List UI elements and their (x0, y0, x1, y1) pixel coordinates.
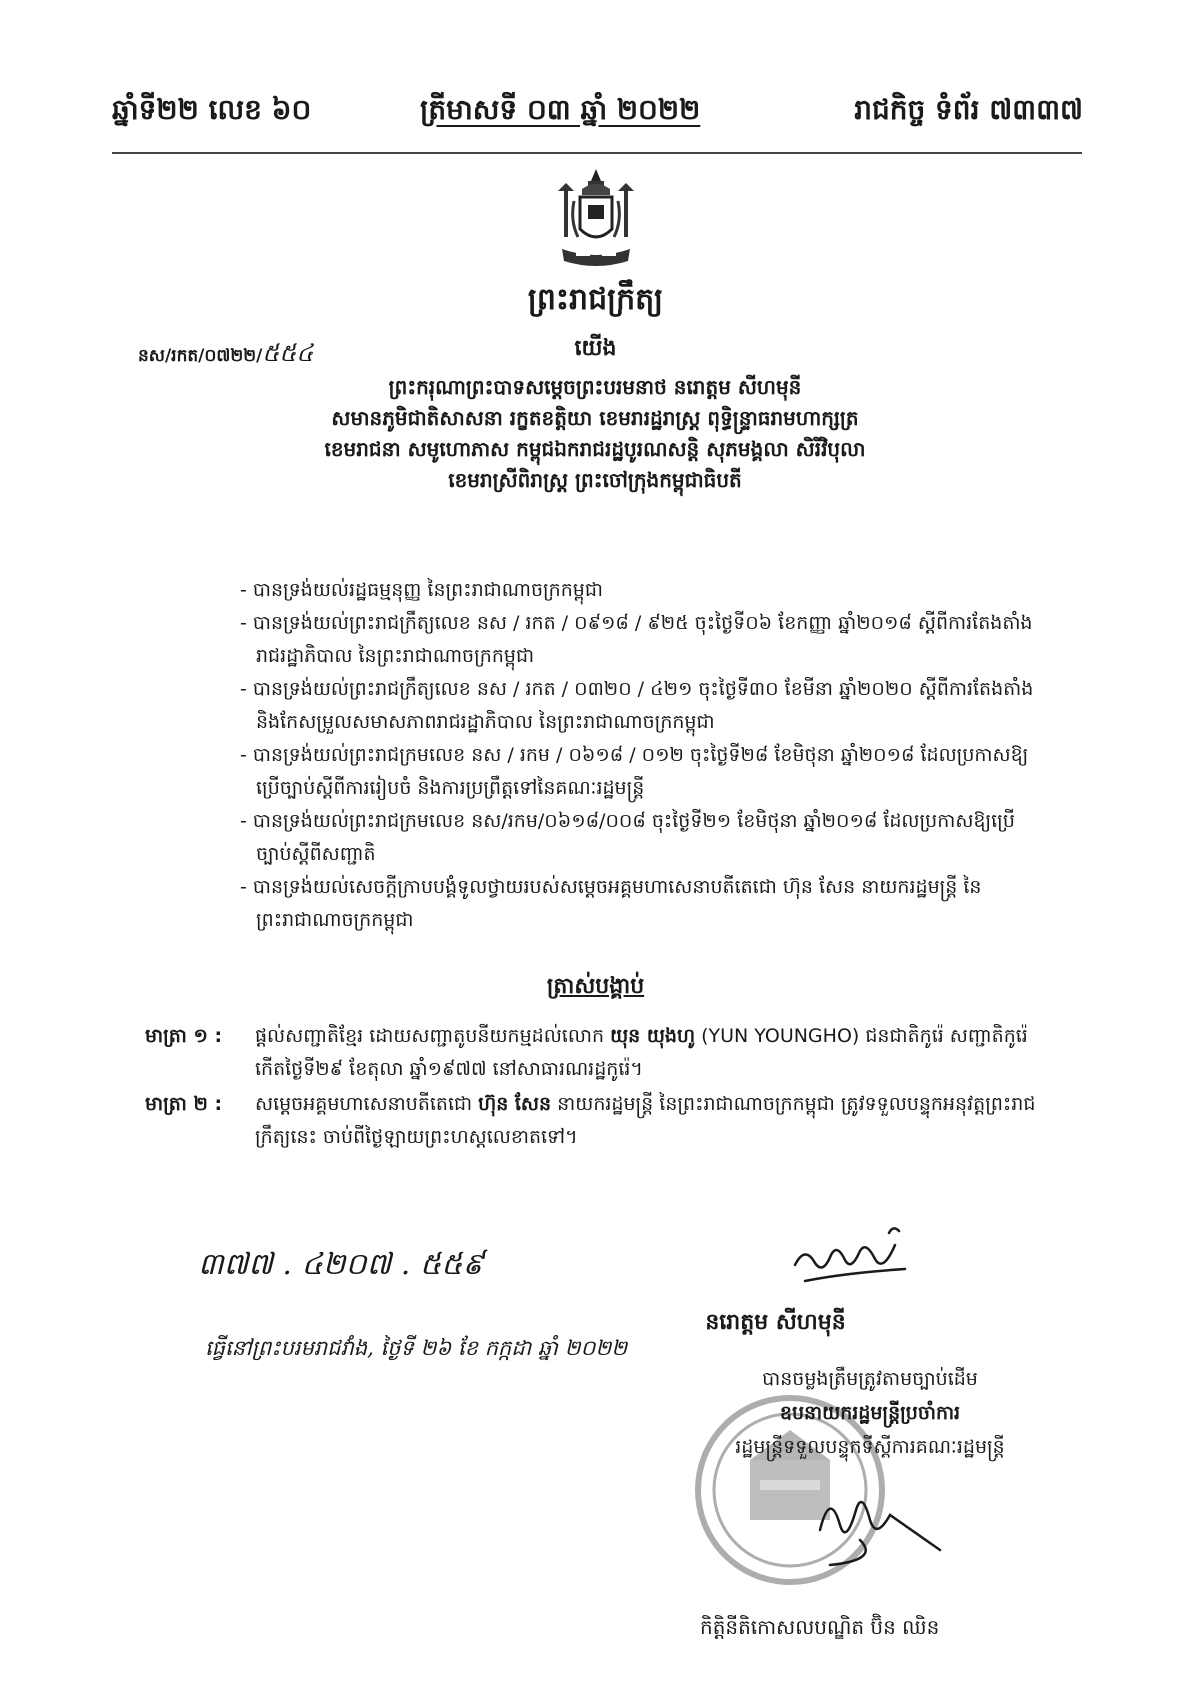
article-person-name: យុន យុងហូ (610, 1025, 696, 1047)
we-heading: យើង (574, 336, 617, 361)
article-label: មាត្រា ២ : (145, 1093, 223, 1115)
royal-titles (150, 372, 1040, 496)
article-text: (YUN YOUNGHO) ជនជាតិកូរ៉េ សញ្ជាតិកូរ៉េ កើតថ្ងៃទី២៩ ខែតុលា ឆ្នាំ១៩៧៧ នៅសាធារណរដ្ឋកូរ៉េ។ (255, 1025, 1028, 1080)
royal-title-line: ខេមរាជនា សមូហោភាស កម្ពុជឯករាជរដ្ឋបូរណសន្តិ សុភមង្គលា សិរីវិបុលា (324, 437, 866, 461)
certified-copy-line: បានចម្លងត្រឹមត្រូវតាមច្បាប់ដើម (762, 1368, 978, 1390)
gazette-year-issue: ឆ្នាំទី២២ លេខ ៦០ (112, 93, 312, 126)
signer-name: នរោត្តម សីហមុនី (705, 1310, 846, 1335)
place-and-date: ធ្វើនៅព្រះបរមរាជវាំង, ថ្ងៃទី ២៦ ខែ កក្កដា ឆ្នាំ ២០២២ (205, 1336, 628, 1360)
decree-heading: ត្រាស់បង្គាប់ (546, 974, 645, 999)
minister-signature (800, 1470, 950, 1570)
minister-name: កិត្តិនីតិកោសលបណ្ឌិត ប៊ិន ឈិន (700, 1615, 940, 1639)
considerations-list (240, 574, 1040, 937)
handwritten-registry-number: ៣៧៧ . ៤២០៧ . ៥៥៩ (198, 1247, 484, 1282)
king-signature (785, 1215, 915, 1290)
reference-handwritten: ៥៥៤ (262, 339, 314, 367)
consideration-item: - បានទ្រង់យល់សេចក្តីក្រាបបង្គំទូលថ្វាយរបស់សម្តេចអគ្គមហាសេនាបតីតេជោ ហ៊ុន សែន នាយករដ្ឋមន្ត្រី នៃព្រះរាជាណាចក្រកម្ពុជា (240, 876, 982, 931)
consideration-item: - បានទ្រង់យល់រដ្ឋធម្មនុញ្ញ នៃព្រះរាជាណាចក្រកម្ពុជា (240, 579, 603, 601)
article-text: នាយករដ្ឋមន្ត្រី នៃព្រះរាជាណាចក្រកម្ពុជា ត្រូវទទួលបន្ទុកអនុវត្តព្រះរាជក្រឹត្យនេះ ចាប់ពីថ្ងៃឡាយព្រះហស្តលេខាតទៅ។ (255, 1093, 1036, 1148)
minister-title-line: រដ្ឋមន្ត្រីទទួលបន្ទុកទីស្តីការគណៈរដ្ឋមន្ត្រី (735, 1436, 1005, 1458)
article-body (255, 1088, 1045, 1154)
article-body (255, 1020, 1045, 1086)
royal-title-line: ព្រះករុណាព្រះបាទសម្តេចព្រះបរមនាថ នរោត្តម សីហមុនី (388, 375, 802, 399)
royal-title-line: សមានភូមិជាតិសាសនា រក្ខតខត្តិយា ខេមរារដ្ឋរាស្ត្រ ពុទ្ធិន្ទ្រាធរាមហាក្សត្រ (331, 406, 859, 430)
royal-title-line: ខេមរាស្រីពិរាស្ត្រ ព្រះចៅក្រុងកម្ពុជាធិបតី (448, 468, 742, 492)
consideration-item: - បានទ្រង់យល់ព្រះរាជក្រឹត្យលេខ នស / រកត / ០៣២០ / ៤២១ ចុះថ្ងៃទី៣០ ខែមីនា ឆ្នាំ២០២០ ស្តីពីការតែងតាំងនិងកែសម្រួលសមាសភាពរាជរដ្ឋាភិបាល នៃព្រះរាជាណាចក្រកម្ពុជា (240, 678, 1034, 733)
article-label: មាត្រា ១ : (145, 1025, 223, 1047)
countersignature-block (660, 1362, 1080, 1464)
article-2 (145, 1088, 1045, 1154)
deputy-prime-minister-line: ឧបនាយករដ្ឋមន្ត្រីប្រចាំការ (779, 1402, 961, 1424)
consideration-item: - បានទ្រង់យល់ព្រះរាជក្រមលេខ នស/រកម/០៦១៨/០០៨ ចុះថ្ងៃទី២១ ខែមិថុនា ឆ្នាំ២០១៨ ដែលប្រកាសឱ្យប្រើច្បាប់ស្តីពីសញ្ជាតិ (240, 810, 1015, 865)
header-divider (112, 152, 1082, 154)
article-text: សម្តេចអគ្គមហាសេនាបតីតេជោ (255, 1093, 479, 1115)
reference-prefix: នស/រកត/០៧២២/ (138, 346, 263, 366)
article-person-name: ហ៊ុន សែន (478, 1093, 552, 1115)
article-text: ផ្តល់សញ្ជាតិខ្មែរ ដោយសញ្ជាតូបនីយកម្មដល់លោក (255, 1025, 611, 1047)
gazette-page-number: រាជកិច្ច ទំព័រ ៧៣៣៧ (854, 93, 1083, 126)
consideration-item: - បានទ្រង់យល់ព្រះរាជក្រមលេខ នស / រកម / ០៦១៨ / ០១២ ចុះថ្ងៃទី២៨ ខែមិថុនា ឆ្នាំ២០១៨ ដែលប្រកាសឱ្យប្រើច្បាប់ស្តីពីការរៀបចំ និងការប្រព្រឹត្តទៅនៃគណៈរដ្ឋមន្ត្រី (240, 744, 1029, 799)
article-1 (145, 1020, 1045, 1086)
consideration-item: - បានទ្រង់យល់ព្រះរាជក្រឹត្យលេខ នស / រកត / ០៩១៨ / ៩២៥ ចុះថ្ងៃទី០៦ ខែកញ្ញា ឆ្នាំ២០១៨ ស្តីពីការតែងតាំងរាជរដ្ឋាភិបាល នៃព្រះរាជាណាចក្រកម្ពុជា (240, 612, 1033, 667)
gazette-quarter: ត្រីមាសទី ០៣ ឆ្នាំ ២០២២ (420, 93, 701, 126)
document-title: ព្រះរាជក្រឹត្យ (527, 282, 664, 317)
royal-coat-of-arms-emblem (548, 165, 644, 270)
